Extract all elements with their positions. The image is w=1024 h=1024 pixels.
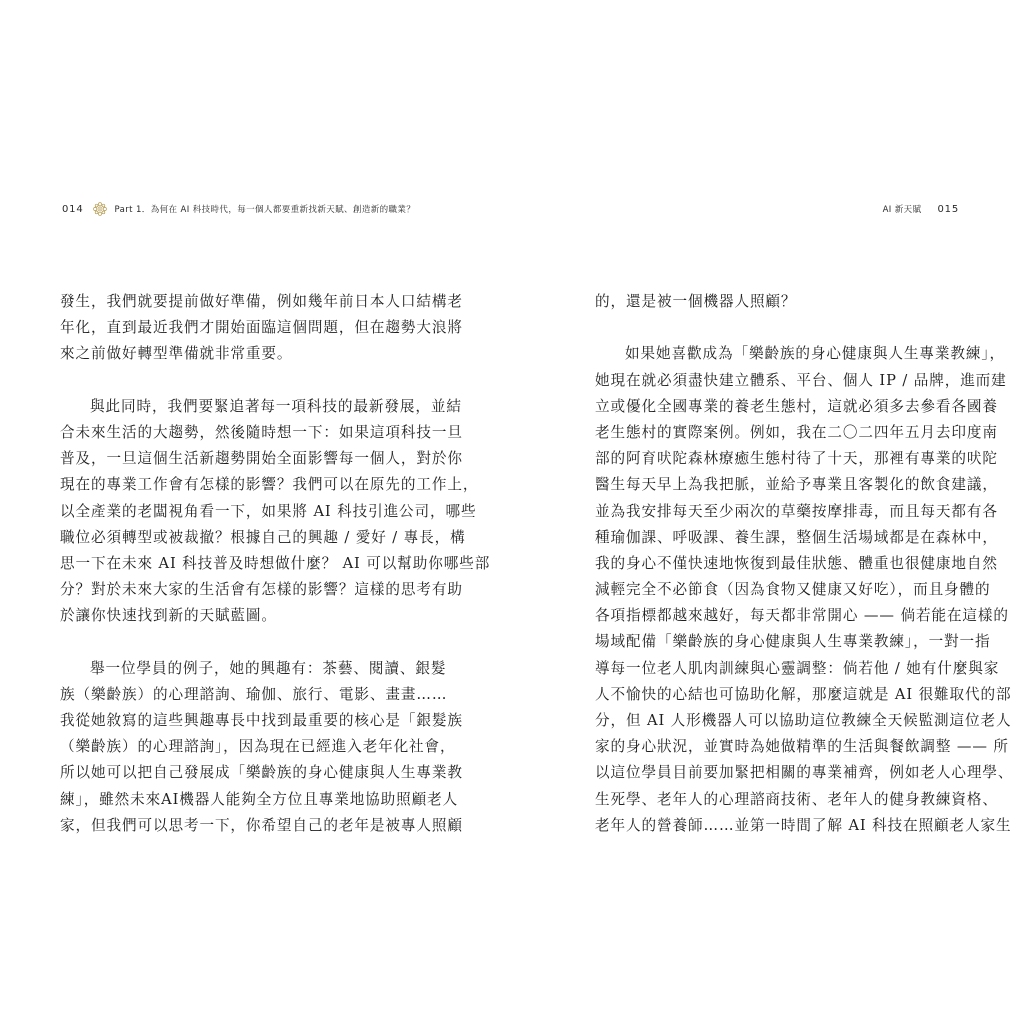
text-line: 導每一位老人肌肉訓練與心靈調整：倘若他 / 她有什麼與家: [595, 659, 1000, 677]
running-head-title: AI 新天賦: [882, 205, 922, 215]
text-line: 的，還是被一個機器人照顧？: [595, 293, 797, 310]
text-line: 她現在就必須盡快建立體系、平台、個人 IP / 品牌，進而建: [595, 371, 1007, 389]
text-line: 種瑜伽課、呼吸課、養生課，整個生活場域都是在森林中，: [595, 528, 998, 546]
text-line: 如果她喜歡成為「樂齡族的身心健康與人生專業教練」，: [625, 345, 1006, 363]
text-line: （樂齡族）的心理諮詢」，因為現在已經進入老年化社會，: [60, 738, 456, 756]
left-running-head: [62, 201, 431, 217]
text-line: 我從她敘寫的這些興趣專長中找到最重要的核心是「銀髮族: [60, 712, 463, 729]
text-line: 並為我安排每天至少兩次的草藥按摩排毒，而且每天都有各: [595, 502, 998, 520]
text-line: 生死學、老年人的心理諮商技術、老年人的健身教練資格、: [595, 790, 998, 808]
text-line: 所以她可以把自己發展成「樂齡族的身心健康與人生專業教: [60, 764, 463, 782]
floral-rosette-icon: [92, 201, 108, 217]
text-line: 職位必須轉型或被裁撤？根據自己的興趣 / 愛好 / 專長，構: [60, 528, 466, 546]
page-number: 015: [937, 203, 959, 215]
text-line: 分，但 AI 人形機器人可以協助這位教練全天候監測這位老人: [595, 712, 1012, 729]
text-line: 場域配備「樂齡族的身心健康與人生專業教練」，一對一指: [595, 633, 991, 651]
text-line: 普及，一旦這個生活新趨勢開始全面影響每一個人，對於你: [60, 450, 463, 468]
text-line: 與此同時，我們要緊追著每一項科技的最新發展，並結: [90, 397, 462, 415]
text-line: 以這位學員目前要加緊把相關的專業補齊，例如老人心理學、: [595, 764, 1014, 782]
right-running-head: [883, 201, 959, 217]
text-line: 現在的專業工作會有怎樣的影響？我們可以在原先的工作上，: [60, 476, 479, 494]
text-line: 我的身心不僅快速地恢復到最佳狀態、體重也很健康地自然: [595, 554, 998, 572]
text-line: 來之前做好轉型準備就非常重要。: [60, 345, 293, 363]
left-body-text: [60, 289, 491, 839]
text-line: 家，但我們可以思考一下，你希望自己的老年是被專人照顧: [60, 816, 463, 834]
text-line: 以全產業的老闆視角看一下，如果將 AI 科技引進公司，哪些: [60, 502, 477, 520]
text-line: 練」，雖然未來AI機器人能夠全方位且專業地協助照顧老人: [60, 790, 459, 808]
text-line: 於讓你快速找到新的天賦藍圖。: [60, 607, 277, 625]
right-body-text: [595, 289, 1014, 839]
right-page: [512, 0, 1024, 1024]
text-line: 族（樂齡族）的心理諮詢、瑜伽、旅行、電影、畫畫……: [60, 685, 448, 703]
text-line: 分？對於未來大家的生活會有怎樣的影響？這樣的思考有助: [60, 581, 463, 599]
text-line: 人不愉快的心結也可協助化解，那麼這就是 AI 很難取代的部: [595, 685, 1012, 703]
text-line: 年化，直到最近我們才開始面臨這個問題，但在趨勢大浪將: [60, 319, 463, 337]
text-line: 思一下在未來 AI 科技普及時想做什麼？ AI 可以幫助你哪些部: [60, 554, 491, 572]
text-line: 減輕完全不必節食（因為食物又健康又好吃），而且身體的: [595, 581, 991, 599]
text-line: 部的阿育吠陀森林療癒生態村待了十天，那裡有專業的吠陀: [595, 450, 998, 468]
text-line: 立或優化全國專業的養老生態村，這就必須多去參看各國養: [595, 397, 998, 415]
page-number: 014: [62, 203, 84, 215]
text-line: 各項指標都越來越好，每天都非常開心 —— 倘若能在這樣的: [595, 607, 1009, 625]
text-line: 發生，我們就要提前做好準備，例如幾年前日本人口結構老: [60, 293, 463, 310]
text-line: 老年人的營養師……並第一時間了解 AI 科技在照顧老人家生: [595, 816, 1012, 834]
text-line: 醫生每天早上為我把脈，並給予專業且客製化的飲食建議，: [595, 476, 998, 494]
text-line: 舉一位學員的例子，她的興趣有：茶藝、閱讀、銀髮: [90, 659, 447, 677]
text-line: 合未來生活的大趨勢，然後隨時想一下：如果這項科技一旦: [60, 423, 463, 441]
text-line: 家的身心狀況，並實時為她做精準的生活與餐飲調整 —— 所: [595, 738, 1009, 756]
running-head-title: Part 1．為何在 AI 科技時代，每一個人都要重新找新天賦、創造新的職業？: [114, 205, 416, 215]
text-line: 老生態村的實際案例。例如，我在二〇二四年五月去印度南: [595, 423, 998, 441]
